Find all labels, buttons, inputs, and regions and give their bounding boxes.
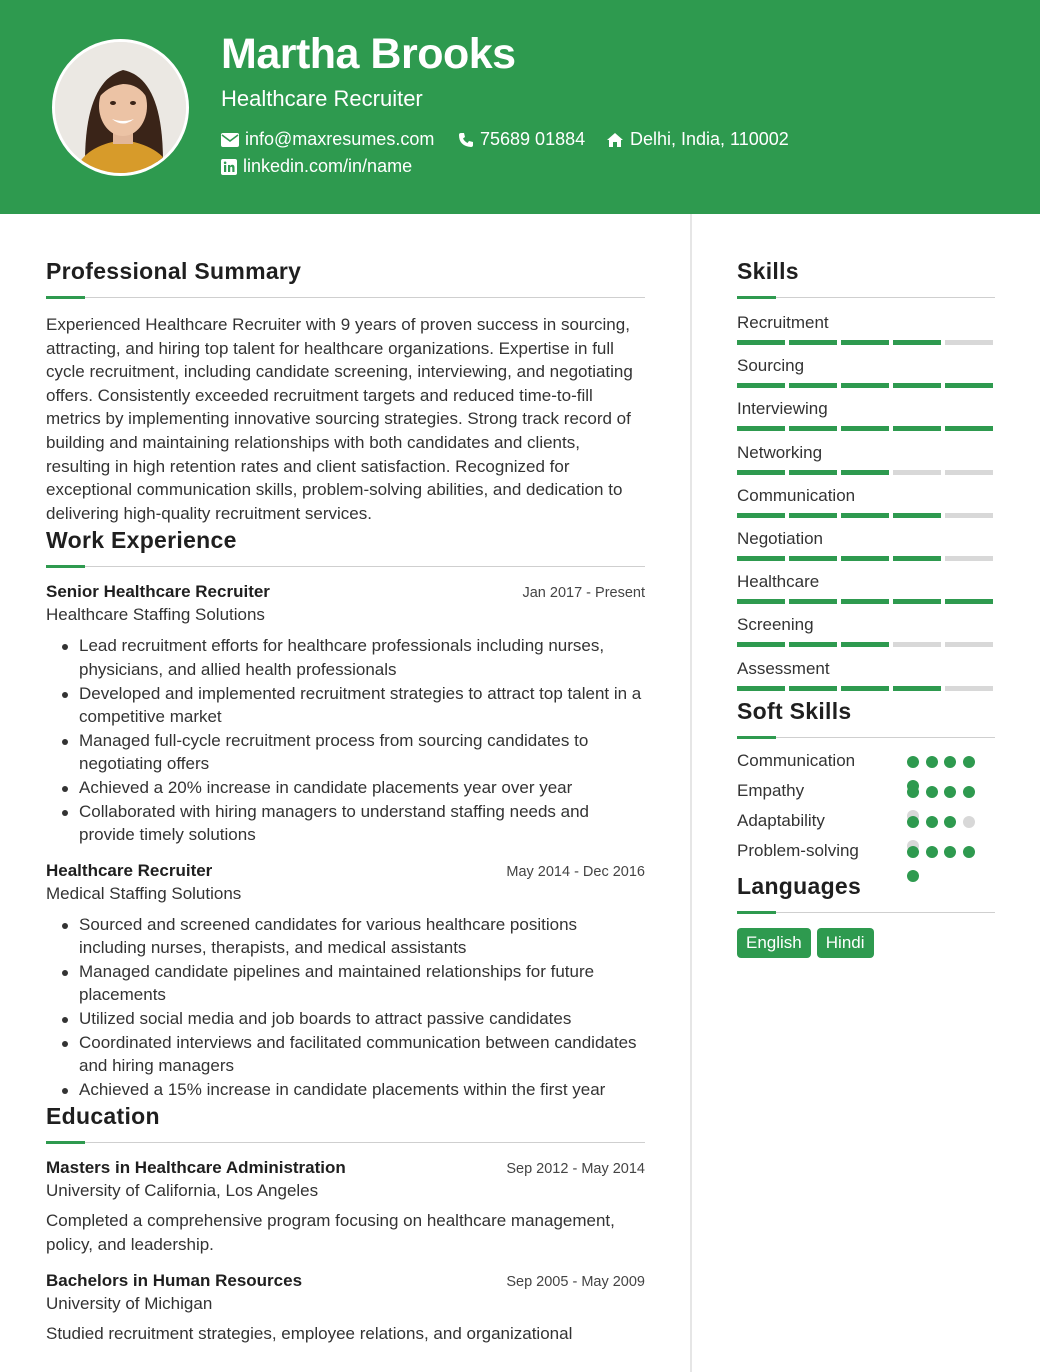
skill-level-segment xyxy=(789,556,837,561)
soft-skill-name: Adaptability xyxy=(737,810,825,830)
summary-text: Experienced Healthcare Recruiter with 9 years of proven success in sourcing, attracting, and hiring top talent for healthcare organizations. Expertise in full cycle recruitment, including candidate screening, interviewing, and negotiating offers. Consistently exceeded recruitment targets and reduced time-to-fill metrics by implementing innovative sourcing strategies. Strong track record of building and maintaining relationships with both candidates and clients, resulting in high retention rates and client satisfaction. Recognized for exceptional communication skills, problem-solving abilities, and dedication to delivering high-quality recruitment services. xyxy=(46,315,633,523)
rating-dot xyxy=(926,756,938,768)
list-item: Utilized social media and job boards to attract passive candidates xyxy=(79,1007,645,1031)
skill-level-bar xyxy=(737,599,993,604)
education-section xyxy=(46,1103,645,1345)
section-title: Languages xyxy=(737,872,862,899)
skill-level-bar xyxy=(737,556,993,561)
skill-item xyxy=(737,572,995,615)
skill-item xyxy=(737,659,995,702)
rating-dot xyxy=(926,846,938,858)
job-organization: Medical Staffing Solutions xyxy=(46,883,242,903)
location-contact xyxy=(606,129,789,150)
skill-level-segment xyxy=(945,383,993,388)
education-date: Sep 2005 - May 2009 xyxy=(506,1273,645,1290)
skill-item xyxy=(737,313,995,356)
school-name: University of Michigan xyxy=(46,1293,213,1313)
skill-level-segment xyxy=(893,513,941,518)
skill-level-segment xyxy=(789,340,837,345)
skill-level-segment xyxy=(893,426,941,431)
education-description: Completed a comprehensive program focusing on healthcare management, policy, and leadership. xyxy=(46,1211,615,1255)
rating-dot xyxy=(944,786,956,798)
skill-level-segment xyxy=(737,470,785,475)
skill-name: Screening xyxy=(737,615,814,635)
skill-name: Healthcare xyxy=(737,572,820,592)
language-tag: English xyxy=(737,928,811,958)
skill-level-segment xyxy=(841,599,889,604)
list-item: Achieved a 15% increase in candidate placements within the first year xyxy=(79,1078,645,1102)
phone-icon xyxy=(458,132,474,148)
section-title: Professional Summary xyxy=(46,258,302,284)
candidate-role: Healthcare Recruiter xyxy=(221,86,423,111)
skill-level-segment xyxy=(841,642,889,647)
section-rule xyxy=(46,565,645,568)
skill-level-segment xyxy=(945,470,993,475)
skill-item xyxy=(737,399,995,442)
education-description: Studied recruitment strategies, employee relations, and organizational xyxy=(46,1323,573,1343)
skill-level-segment xyxy=(841,340,889,345)
list-item: Developed and implemented recruitment strategies to attract top talent in a competitive market xyxy=(79,682,645,729)
soft-skill-item xyxy=(737,811,995,841)
rating-dot xyxy=(926,786,938,798)
skill-name: Communication xyxy=(737,485,856,505)
skill-level-segment xyxy=(789,686,837,691)
list-item: Sourced and screened candidates for various healthcare positions including nurses, therapists, and medical assistants xyxy=(79,913,645,960)
skill-level-segment xyxy=(841,686,889,691)
skill-level-segment xyxy=(841,470,889,475)
section-rule xyxy=(737,296,995,299)
skill-level-bar xyxy=(737,686,993,691)
skill-item xyxy=(737,486,995,529)
phone-text: 75689 01884 xyxy=(480,129,586,149)
rating-dot xyxy=(907,846,919,858)
languages-list xyxy=(737,928,995,958)
skill-level-segment xyxy=(737,383,785,388)
resume-header xyxy=(0,0,1040,214)
section-title: Work Experience xyxy=(46,527,237,554)
skill-level-segment xyxy=(945,426,993,431)
skill-level-segment xyxy=(737,513,785,518)
skill-level-segment xyxy=(893,642,941,647)
job-entry xyxy=(46,582,645,846)
skill-level-segment xyxy=(789,599,837,604)
skill-level-bar xyxy=(737,642,993,647)
profile-photo xyxy=(55,42,189,176)
skill-level-segment xyxy=(789,383,837,388)
skill-level-segment xyxy=(789,470,837,475)
skill-item xyxy=(737,443,995,486)
soft-skills-section xyxy=(737,698,995,871)
skill-level-segment xyxy=(737,426,785,431)
skill-item xyxy=(737,615,995,658)
skill-level-segment xyxy=(945,642,993,647)
languages-section xyxy=(737,873,995,958)
skill-name: Recruitment xyxy=(737,313,829,332)
home-icon xyxy=(606,132,624,148)
list-item: Managed candidate pipelines and maintained relationships for future placements xyxy=(79,960,645,1007)
rating-dot xyxy=(963,846,975,858)
section-title: Soft Skills xyxy=(737,697,852,724)
section-rule xyxy=(46,296,645,299)
skill-level-segment xyxy=(945,513,993,518)
rating-dot xyxy=(944,846,956,858)
job-entry xyxy=(46,861,645,1102)
section-rule xyxy=(737,736,995,739)
job-title: Senior Healthcare Recruiter xyxy=(46,582,270,602)
soft-skill-name: Empathy xyxy=(737,780,805,800)
soft-skill-item xyxy=(737,841,995,871)
section-title: Education xyxy=(46,1103,160,1130)
skill-level-segment xyxy=(893,470,941,475)
job-organization: Healthcare Staffing Solutions xyxy=(46,605,265,625)
degree-title: Bachelors in Human Resources xyxy=(46,1270,303,1290)
skill-level-segment xyxy=(789,513,837,518)
skill-level-segment xyxy=(841,426,889,431)
rating-dot xyxy=(944,756,956,768)
column-divider xyxy=(690,214,692,1372)
linkedin-text: linkedin.com/in/name xyxy=(243,156,413,176)
skill-level-segment xyxy=(737,642,785,647)
linkedin-contact[interactable] xyxy=(221,156,412,177)
rating-dot xyxy=(963,786,975,798)
education-entry xyxy=(46,1271,645,1346)
skills-list xyxy=(737,313,995,702)
soft-skill-name: Problem-solving xyxy=(737,840,859,860)
rating-dot xyxy=(907,786,919,798)
skill-level-bar xyxy=(737,383,993,388)
job-date: Jan 2017 - Present xyxy=(522,585,645,602)
envelope-icon xyxy=(221,133,239,147)
skill-level-segment xyxy=(893,686,941,691)
skill-level-bar xyxy=(737,340,993,345)
skill-level-segment xyxy=(841,513,889,518)
skill-level-segment xyxy=(893,340,941,345)
skill-name: Interviewing xyxy=(737,399,828,419)
sidebar-column xyxy=(737,258,995,958)
skill-level-bar xyxy=(737,426,993,431)
skill-name: Sourcing xyxy=(737,356,805,376)
skill-name: Assessment xyxy=(737,658,830,678)
skill-level-segment xyxy=(893,383,941,388)
skills-section xyxy=(737,258,995,702)
email-contact[interactable] xyxy=(221,129,434,150)
main-column xyxy=(46,258,645,1345)
location-text: Delhi, India, 110002 xyxy=(630,129,789,149)
soft-skill-item xyxy=(737,781,995,811)
section-rule xyxy=(46,1141,645,1144)
skill-level-segment xyxy=(841,383,889,388)
school-name: University of California, Los Angeles xyxy=(46,1181,319,1201)
rating-dot xyxy=(963,756,975,768)
email-text: info@maxresumes.com xyxy=(245,129,435,149)
section-rule xyxy=(737,911,995,914)
job-bullets xyxy=(46,634,645,846)
soft-skill-item xyxy=(737,751,995,781)
rating-dot xyxy=(907,756,919,768)
skill-level-segment xyxy=(945,556,993,561)
work-experience-section xyxy=(46,527,645,1101)
rating-dot xyxy=(963,816,975,828)
skill-level-segment xyxy=(841,556,889,561)
job-title: Healthcare Recruiter xyxy=(46,860,213,880)
skill-level-segment xyxy=(789,426,837,431)
phone-contact[interactable] xyxy=(458,129,585,150)
job-bullets xyxy=(46,913,645,1102)
rating-dot xyxy=(907,816,919,828)
soft-skill-name: Communication xyxy=(737,750,856,770)
candidate-name: Martha Brooks xyxy=(221,30,516,78)
skill-level-segment xyxy=(789,642,837,647)
soft-skills-list xyxy=(737,751,995,871)
education-date: Sep 2012 - May 2014 xyxy=(506,1161,645,1178)
list-item: Coordinated interviews and facilitated communication between candidates and hiring managers xyxy=(79,1031,645,1078)
skill-level-segment xyxy=(893,556,941,561)
education-entry xyxy=(46,1158,645,1256)
language-tag: Hindi xyxy=(817,928,874,958)
skill-name: Negotiation xyxy=(737,528,824,548)
skill-level-bar xyxy=(737,470,993,475)
rating-dot xyxy=(944,816,956,828)
section-title: Skills xyxy=(737,258,799,284)
professional-summary-section xyxy=(46,258,645,525)
linkedin-icon xyxy=(221,159,237,175)
avatar xyxy=(52,39,189,176)
skill-level-segment xyxy=(737,556,785,561)
skill-level-segment xyxy=(737,340,785,345)
skill-level-segment xyxy=(737,686,785,691)
list-item: Managed full-cycle recruitment process from sourcing candidates to negotiating offers xyxy=(79,729,645,776)
degree-title: Masters in Healthcare Administration xyxy=(46,1158,346,1178)
job-date: May 2014 - Dec 2016 xyxy=(506,863,645,880)
list-item: Achieved a 20% increase in candidate placements year over year xyxy=(79,776,645,800)
skill-level-segment xyxy=(945,686,993,691)
skill-item xyxy=(737,356,995,399)
list-item: Collaborated with hiring managers to understand staffing needs and provide timely solutions xyxy=(79,800,645,847)
list-item: Lead recruitment efforts for healthcare professionals including nurses, physicians, and allied health professionals xyxy=(79,634,645,681)
skill-level-segment xyxy=(945,599,993,604)
skill-level-segment xyxy=(737,599,785,604)
skill-level-bar xyxy=(737,513,993,518)
skill-level-segment xyxy=(945,340,993,345)
rating-dot xyxy=(926,816,938,828)
skill-item xyxy=(737,529,995,572)
skill-name: Networking xyxy=(737,442,823,462)
skill-level-segment xyxy=(893,599,941,604)
rating-dot xyxy=(907,870,919,882)
